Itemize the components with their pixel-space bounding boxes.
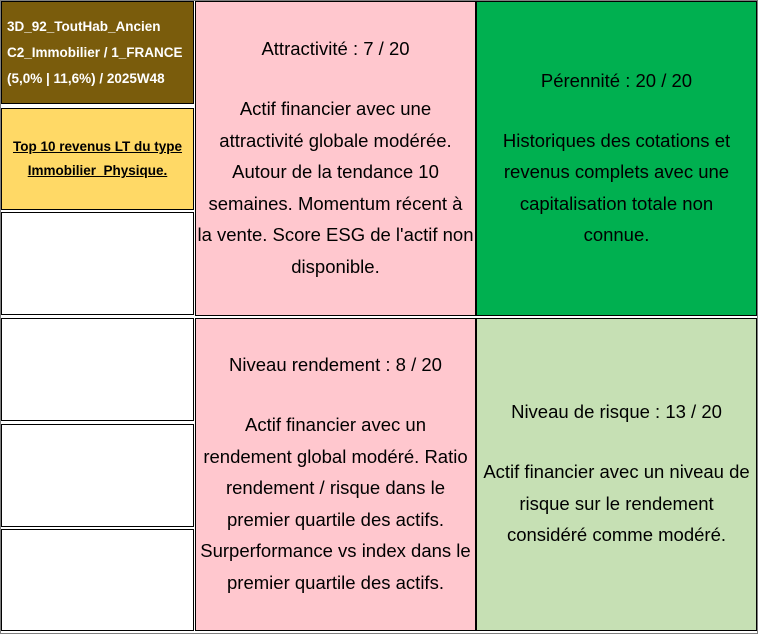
desc-line: attractivité globale modérée. xyxy=(219,129,452,151)
desc-line: rendement global modéré. Ratio xyxy=(203,445,468,467)
desc-line: capitalisation totale non xyxy=(519,192,714,214)
empty-cell xyxy=(1,529,194,631)
asset-code-line: 3D_92_ToutHab_Ancien xyxy=(7,18,161,34)
attractivite-card xyxy=(195,1,476,316)
risque-description xyxy=(483,456,749,551)
rendement-card xyxy=(195,318,476,631)
desc-line: Autour de la tendance 10 xyxy=(232,161,439,182)
perennite-description xyxy=(503,125,730,251)
empty-cell xyxy=(1,212,194,315)
desc-line: disponible. xyxy=(291,255,380,277)
risque-card xyxy=(476,318,757,631)
asset-category-line: C2_Immobilier / 1_FRANCE xyxy=(7,44,183,60)
rendement-title: Niveau rendement : 8 / 20 xyxy=(229,354,442,375)
desc-line: premier quartile des actifs. xyxy=(227,571,444,593)
top-revenue-link-line-1[interactable]: Top 10 revenus LT du type xyxy=(12,139,183,154)
desc-line: Historiques des cotations et xyxy=(502,129,731,151)
attractivite-title: Attractivité : 7 / 20 xyxy=(261,38,410,59)
desc-line: revenus complets avec une xyxy=(503,161,730,182)
asset-code-cell xyxy=(1,1,194,104)
empty-cell xyxy=(1,424,194,527)
desc-line: Actif financier avec une xyxy=(239,98,432,119)
desc-line: Surperformance vs index dans le xyxy=(200,540,471,561)
desc-line: rendement / risque dans le xyxy=(225,477,446,498)
top-revenue-link-cell[interactable] xyxy=(1,108,194,210)
desc-line: risque sur le rendement xyxy=(519,492,714,514)
rendement-description xyxy=(200,409,470,598)
desc-line: semaines. Momentum récent à xyxy=(208,192,463,214)
desc-line: Actif financier avec un niveau de xyxy=(483,461,750,483)
desc-line: connue. xyxy=(583,224,650,245)
desc-line: la vente. Score ESG de l'actif non xyxy=(197,224,474,245)
desc-line: Actif financier avec un xyxy=(245,414,426,435)
asset-rates-line: (5,0% | 11,6%) / 2025W48 xyxy=(7,70,165,86)
desc-line: considéré comme modéré. xyxy=(506,524,726,546)
top-revenue-link-line-2[interactable]: Immobilier_Physique. xyxy=(27,163,168,178)
desc-line: premier quartile des actifs. xyxy=(227,508,444,530)
attractivite-description xyxy=(197,93,473,282)
risque-title: Niveau de risque : 13 / 20 xyxy=(511,401,722,423)
perennite-title: Pérennité : 20 / 20 xyxy=(540,69,693,91)
perennite-card xyxy=(476,1,757,316)
empty-cell xyxy=(1,318,194,421)
